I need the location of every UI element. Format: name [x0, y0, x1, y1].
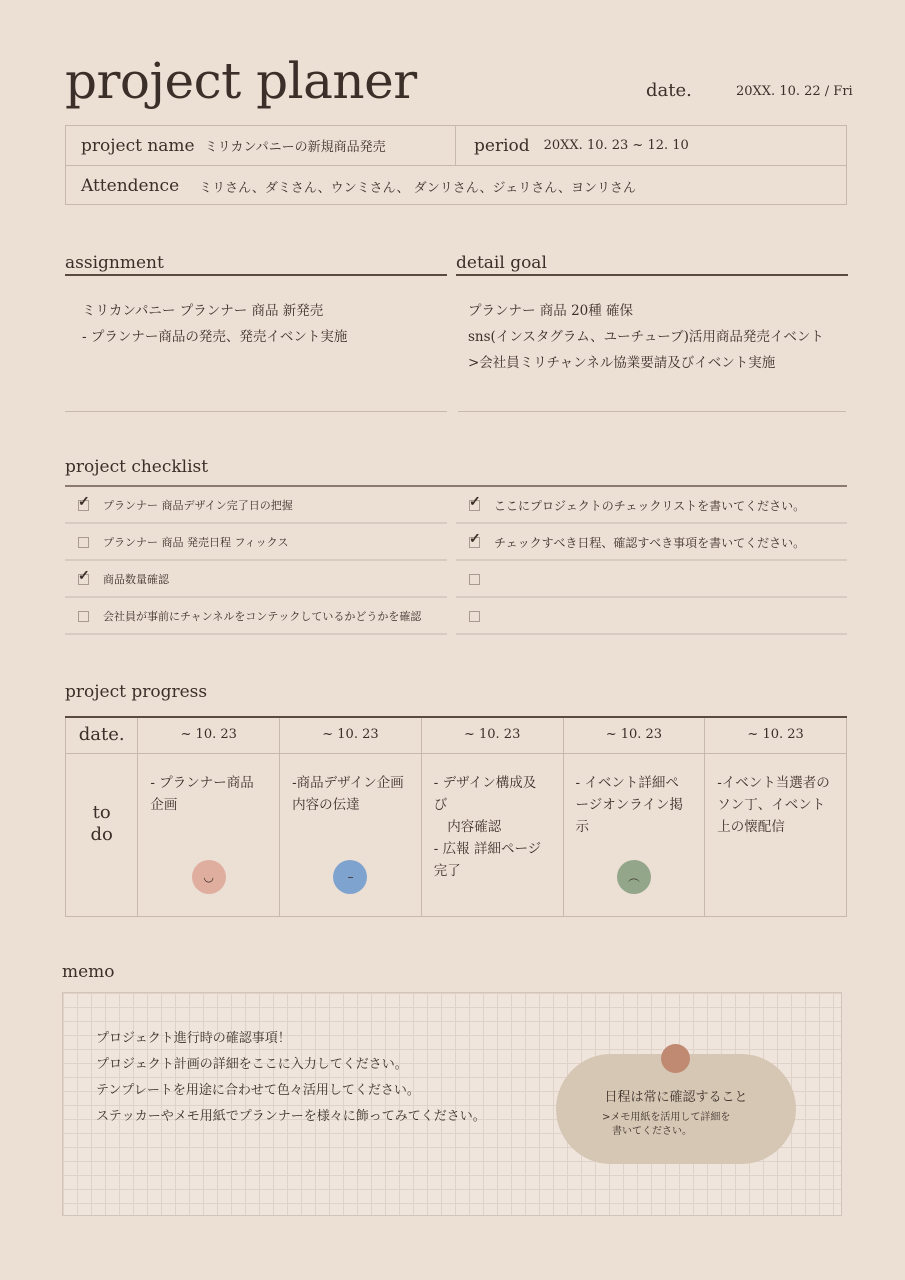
- checklist-item-text: 会社員が事前にチャンネルをコンテックしているかどうかを確認: [103, 610, 422, 623]
- attendence-label: Attendence: [81, 176, 180, 196]
- assignment-line: ミリカンパニー プランナー 商品 新発売: [82, 303, 324, 319]
- checkbox-icon[interactable]: [469, 611, 480, 622]
- checklist-title: project checklist: [65, 457, 209, 477]
- progress-date: ~ 10. 23: [563, 717, 705, 753]
- detail-goal-title: detail goal: [456, 253, 547, 273]
- date-label: date.: [646, 80, 692, 101]
- checklist-item[interactable]: [65, 562, 447, 598]
- progress-date: ~ 10. 23: [280, 717, 422, 753]
- assignment-title: assignment: [65, 253, 164, 273]
- frown-face-icon: ︵: [617, 860, 651, 894]
- checklist-item-text: プランナー 商品 発売日程 フィックス: [103, 536, 289, 549]
- progress-todo-cell[interactable]: [138, 753, 280, 916]
- period-label: period: [474, 135, 530, 156]
- checkbox-checked-icon[interactable]: [78, 574, 89, 585]
- detail-goal-text[interactable]: [468, 298, 824, 376]
- todo-header: [66, 753, 138, 916]
- checklist-item-text: 商品数量確認: [103, 573, 169, 586]
- period-value[interactable]: 20XX. 10. 23 ~ 12. 10: [543, 138, 689, 153]
- checklist-item-text: チェックすべき日程、確認すべき事項を書いてください。: [494, 535, 806, 550]
- goal-line: sns(インスタグラム、ユーチューブ)活用商品発売イベント: [468, 329, 824, 345]
- page-title: project planer: [65, 52, 417, 110]
- project-info-table: [65, 125, 847, 205]
- checkbox-icon[interactable]: [78, 537, 89, 548]
- checklist-item[interactable]: [65, 525, 447, 561]
- memo-line: テンプレートを用途に合わせて色々活用してください。: [96, 1083, 420, 1098]
- progress-todo-text: - プランナー商品 企画: [150, 774, 254, 813]
- checkbox-checked-icon[interactable]: [469, 500, 480, 511]
- checklist-item[interactable]: [456, 599, 847, 635]
- progress-todo-text: - デザイン構成及 び 内容確認 - 広報 詳細ページ 完了: [433, 774, 542, 879]
- assignment-line: - プランナー商品の発売、発売イベント実施: [82, 329, 348, 345]
- goal-line: プランナー 商品 20種 確保: [468, 303, 634, 319]
- divider: [456, 274, 848, 276]
- checklist-item-text: ここにプロジェクトのチェックリストを書いてください。: [494, 498, 806, 513]
- checklist-item-text: プランナー 商品デザイン完了日の把握: [103, 499, 293, 512]
- divider: [458, 411, 846, 412]
- memo-line: プロジェクト計画の詳細をここに入力してください。: [96, 1057, 408, 1072]
- checkbox-icon[interactable]: [469, 574, 480, 585]
- progress-date: ~ 10. 23: [705, 717, 847, 753]
- progress-title: project progress: [65, 682, 208, 702]
- project-name-value[interactable]: ミリカンパニーの新規商品発売: [204, 140, 386, 155]
- checklist-item[interactable]: [65, 599, 447, 635]
- progress-todo-cell[interactable]: [705, 753, 847, 916]
- smile-face-icon: ◡: [192, 860, 226, 894]
- memo-text[interactable]: [96, 1026, 486, 1130]
- progress-todo-cell[interactable]: [280, 753, 422, 916]
- progress-table: [65, 716, 847, 917]
- progress-todo-text: -商品デザイン企画 内容の伝達: [292, 774, 404, 813]
- progress-todo-text: -イベント当選者の ソン丁、イベント 上の懐配信: [717, 774, 830, 835]
- divider: [65, 485, 847, 487]
- progress-todo-cell[interactable]: [563, 753, 705, 916]
- project-name-label: project name: [81, 135, 195, 156]
- divider: [65, 274, 447, 276]
- goal-line: >会社員ミリチャンネル協業要請及びイベント実施: [468, 355, 776, 371]
- date-value: 20XX. 10. 22 / Fri: [736, 84, 853, 99]
- progress-todo-cell[interactable]: [421, 753, 563, 916]
- pin-icon: [661, 1044, 690, 1073]
- checkbox-icon[interactable]: [78, 611, 89, 622]
- note-body: >メモ用紙を活用して詳細を 書いてください。: [602, 1112, 731, 1137]
- note-title: 日程は常に確認すること: [604, 1090, 748, 1105]
- checkbox-checked-icon[interactable]: [469, 537, 480, 548]
- neutral-face-icon: –: [333, 860, 367, 894]
- date-header: date.: [66, 717, 138, 753]
- assignment-text[interactable]: [82, 298, 347, 350]
- checklist-item[interactable]: [456, 562, 847, 598]
- memo-title: memo: [62, 962, 115, 982]
- checklist-item[interactable]: [456, 525, 847, 561]
- attendence-value[interactable]: ミリさん、ダミさん、ウンミさん、 ダンリさん、ジェリさん、ヨンリさん: [199, 180, 637, 196]
- progress-todo-text: - イベント詳細ペ ージオンライン掲 示: [575, 774, 683, 835]
- checklist-item[interactable]: [65, 488, 447, 524]
- progress-date: ~ 10. 23: [138, 717, 280, 753]
- todo-label: to do: [90, 801, 113, 845]
- divider: [65, 411, 447, 412]
- memo-line: プロジェクト進行時の確認事項！: [96, 1031, 291, 1046]
- checklist-item[interactable]: [456, 488, 847, 524]
- progress-date: ~ 10. 23: [421, 717, 563, 753]
- memo-line: ステッカーやメモ用紙でプランナーを様々に飾ってみてください。: [96, 1109, 486, 1124]
- checkbox-checked-icon[interactable]: [78, 500, 89, 511]
